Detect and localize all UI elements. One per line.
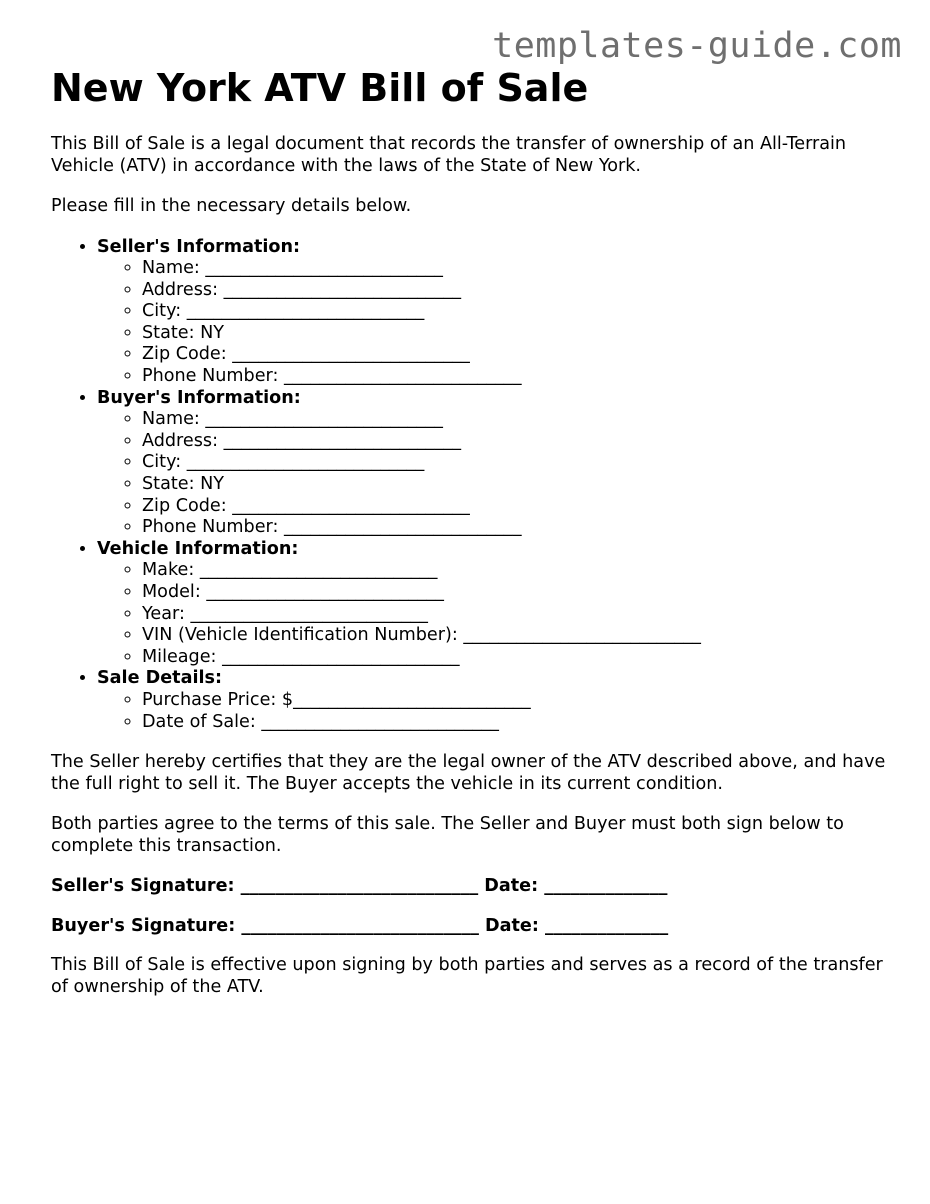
buyer-signature-line[interactable]: Buyer's Signature: ___________________________ Date: ______________ <box>51 915 669 936</box>
effective-paragraph: This Bill of Sale is effective upon signing by both parties and serves as a record of the transfer of ownership of the ATV. <box>51 955 883 997</box>
seller-phone-field[interactable]: ◦ Phone Number: ___________________________ <box>142 366 901 388</box>
sale-fields <box>97 690 901 733</box>
seller-city-field[interactable]: ◦ City: ___________________________ <box>142 301 901 323</box>
vehicle-mileage-field[interactable]: ◦ Mileage: ___________________________ <box>142 647 901 669</box>
section-title: Seller's Information: <box>97 236 301 257</box>
watermark-text: templates-guide.com <box>492 26 902 66</box>
buyer-zip-field[interactable]: ◦ Zip Code: ___________________________ <box>142 496 901 518</box>
vehicle-fields <box>97 560 901 668</box>
document-body <box>51 64 901 998</box>
buyer-name-field[interactable]: ◦ Name: ___________________________ <box>142 409 901 431</box>
seller-name-field[interactable]: ◦ Name: ___________________________ <box>142 258 901 280</box>
agreement-paragraph: Both parties agree to the terms of this sale. The Seller and Buyer must both sign below to complete this transaction. <box>51 814 844 856</box>
certification-paragraph: The Seller hereby certifies that they are the legal owner of the ATV described above, and have the full right to sell it. The Buyer accepts the vehicle in its current condition. <box>51 752 886 794</box>
section-buyer <box>97 388 901 539</box>
vehicle-year-field[interactable]: ◦ Year: ___________________________ <box>142 604 901 626</box>
page-title: New York ATV Bill of Sale <box>51 66 589 110</box>
buyer-city-field[interactable]: ◦ City: ___________________________ <box>142 452 901 474</box>
intro-paragraph: This Bill of Sale is a legal document that records the transfer of ownership of an All-Terrain Vehicle (ATV) in accordance with the laws of the State of New York. <box>51 134 847 176</box>
date-of-sale-field[interactable]: ◦ Date of Sale: ___________________________ <box>142 712 901 734</box>
section-vehicle <box>97 539 901 669</box>
seller-fields <box>97 258 901 388</box>
section-sale <box>97 668 901 733</box>
section-title: Buyer's Information: <box>97 387 301 408</box>
fill-prompt: Please fill in the necessary details below. <box>51 196 412 216</box>
buyer-state-field: ◦ State: NY <box>142 474 901 496</box>
seller-signature-line[interactable]: Seller's Signature: ___________________________ Date: ______________ <box>51 876 668 897</box>
buyer-address-field[interactable]: ◦ Address: ___________________________ <box>142 431 901 453</box>
section-seller <box>97 237 901 388</box>
seller-zip-field[interactable]: ◦ Zip Code: ___________________________ <box>142 344 901 366</box>
purchase-price-field[interactable]: ◦ Purchase Price: $___________________________ <box>142 690 901 712</box>
seller-state-field: ◦ State: NY <box>142 323 901 345</box>
sections-list <box>51 237 901 734</box>
buyer-fields <box>97 409 901 539</box>
buyer-phone-field[interactable]: ◦ Phone Number: ___________________________ <box>142 517 901 539</box>
vehicle-make-field[interactable]: ◦ Make: ___________________________ <box>142 560 901 582</box>
vehicle-model-field[interactable]: ◦ Model: ___________________________ <box>142 582 901 604</box>
section-title: Vehicle Information: <box>97 538 299 559</box>
section-title: Sale Details: <box>97 668 223 689</box>
seller-address-field[interactable]: ◦ Address: ___________________________ <box>142 280 901 302</box>
vehicle-vin-field[interactable]: ◦ VIN (Vehicle Identification Number): ___________________________ <box>142 625 901 647</box>
